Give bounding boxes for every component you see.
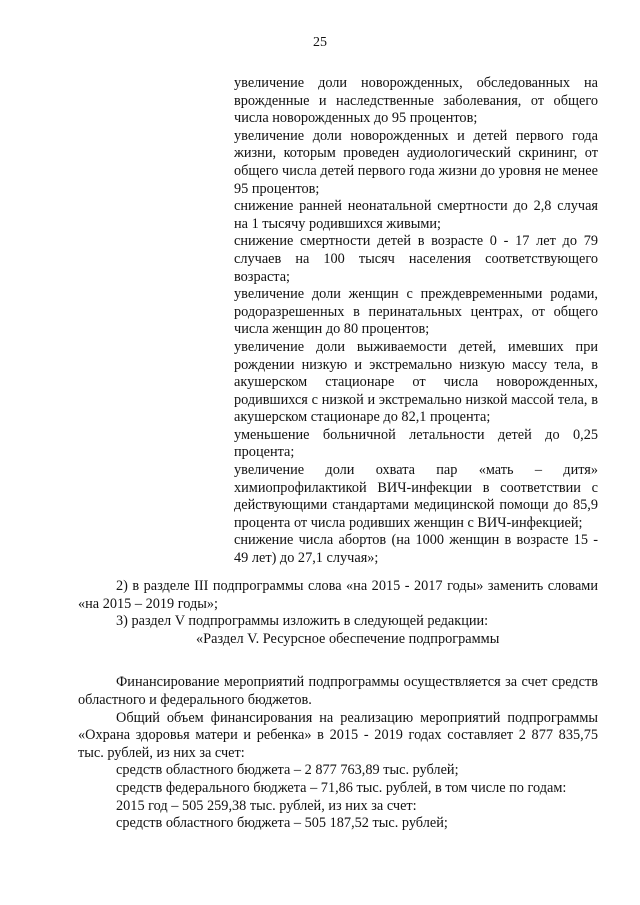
page-number: 25: [313, 35, 327, 50]
amendment-text: [78, 578, 598, 833]
amendment-item-3: 3) раздел V подпрограммы изложить в следующей редакции:: [116, 613, 489, 630]
target-indicators-list: [234, 75, 598, 568]
financing-paragraph: средств областного бюджета – 505 187,52 тыс. рублей;: [116, 815, 448, 832]
list-item: увеличение доли новорожденных, обследованных на врожденные и наследственные заболевания, от общего числа новорожденных до 95 процентов;: [234, 75, 598, 127]
list-item: снижение смертности детей в возрасте 0 - 17 лет до 79 случаев на 100 тысяч населения соответствующего возраста;: [234, 233, 598, 285]
list-item: снижение числа абортов (на 1000 женщин в возрасте 15 - 49 лет) до 27,1 случая»;: [234, 532, 598, 567]
list-item: снижение ранней неонатальной смертности до 2,8 случая на 1 тысячу родившихся живыми;: [234, 198, 598, 232]
section-heading: «Раздел V. Ресурсное обеспечение подпрограммы: [196, 630, 500, 647]
financing-paragraph: Финансирование мероприятий подпрограммы осуществляется за счет средств областного и федерального бюджетов.: [78, 674, 598, 708]
financing-paragraph: 2015 год – 505 259,38 тыс. рублей, из них за счет:: [116, 797, 417, 814]
list-item: увеличение доли выживаемости детей, имевших при рождении низкую и экстремально низкую массу тела, в акушерском стационаре от числа новорожденных, родившихся с низкой и экстремально низкой массой тела, в акушерском стационаре до 82,1 процента;: [234, 338, 598, 426]
financing-paragraph: средств областного бюджета – 2 877 763,89 тыс. рублей;: [116, 762, 459, 779]
list-item: уменьшение больничной летальности детей до 0,25 процента;: [234, 426, 598, 461]
paragraph-spacer: [78, 648, 598, 674]
list-item: увеличение доли женщин с преждевременными родами, родоразрешенных в перинатальных центрах, от общего числа женщин до 80 процентов;: [234, 286, 598, 338]
financing-paragraph: Общий объем финансирования на реализацию мероприятий подпрограммы «Охрана здоровья матери и ребенка» в 2015 - 2019 годах составляет 2 877 835,75 тыс. рублей, из них за счет:: [78, 709, 598, 761]
list-item: увеличение доли охвата пар «мать – дитя» химиопрофилактикой ВИЧ-инфекции в соответствии с действующими стандартами медицинской помощи до 85,9 процента от числа родивших женщин с ВИЧ-инфекцией;: [234, 462, 598, 531]
list-item: увеличение доли новорожденных и детей первого года жизни, которым проведен аудиологический скрининг, от общего числа детей первого года жизни до уровня не менее 95 процентов;: [234, 127, 598, 197]
amendment-item-2: 2) в разделе III подпрограммы слова «на 2015 - 2017 годы» заменить словами «на 2015 – 2019 годы»;: [78, 578, 598, 612]
financing-paragraph: средств федерального бюджета – 71,86 тыс. рублей, в том числе по годам:: [116, 779, 567, 796]
